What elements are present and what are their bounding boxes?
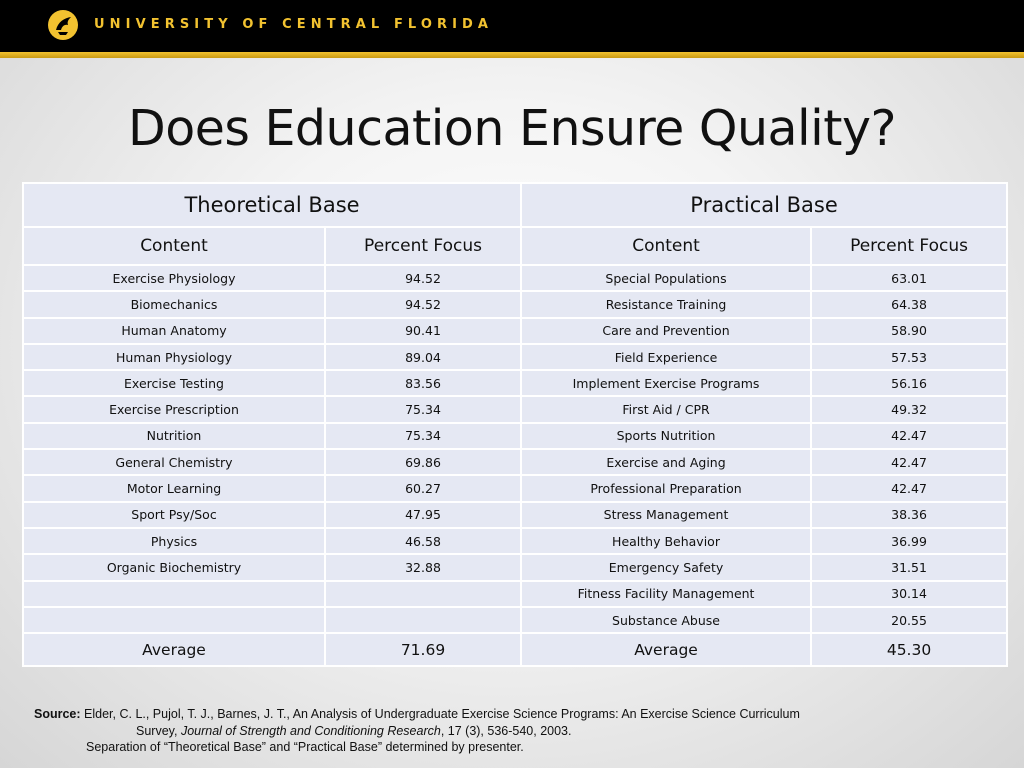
theoretical-percent (325, 607, 521, 633)
practical-content: Care and Prevention (521, 318, 811, 344)
table-row (23, 370, 1007, 396)
theoretical-percent: 69.86 (325, 449, 521, 475)
slide-title: Does Education Ensure Quality? (128, 100, 896, 157)
practical-content: Sports Nutrition (521, 423, 811, 449)
theoretical-percent (325, 581, 521, 607)
theoretical-content (23, 581, 325, 607)
practical-percent: 30.14 (811, 581, 1007, 607)
practical-percent: 36.99 (811, 528, 1007, 554)
practical-percent: 42.47 (811, 423, 1007, 449)
theoretical-percent: 75.34 (325, 423, 521, 449)
theoretical-percent: 60.27 (325, 475, 521, 501)
table-row (23, 607, 1007, 633)
theoretical-content: Exercise Prescription (23, 396, 325, 422)
theoretical-content: Human Anatomy (23, 318, 325, 344)
citation-line-2 (34, 723, 994, 740)
source-label: Source: (34, 707, 81, 721)
header-bar (0, 0, 1024, 52)
table-row (23, 265, 1007, 291)
table-row (23, 581, 1007, 607)
table-row (23, 318, 1007, 344)
group-theoretical-base: Theoretical Base (23, 183, 521, 227)
column-header-row (23, 227, 1007, 265)
practical-percent: 64.38 (811, 291, 1007, 317)
practical-percent: 42.47 (811, 449, 1007, 475)
theoretical-percent: 75.34 (325, 396, 521, 422)
practical-content: Healthy Behavior (521, 528, 811, 554)
table-row (23, 449, 1007, 475)
table-row (23, 344, 1007, 370)
practical-average-value: 45.30 (811, 633, 1007, 666)
citation-survey: Survey, (136, 723, 178, 738)
theoretical-average-value: 71.69 (325, 633, 521, 666)
theoretical-content: Nutrition (23, 423, 325, 449)
theoretical-content: Human Physiology (23, 344, 325, 370)
group-practical-base: Practical Base (521, 183, 1007, 227)
theoretical-percent: 47.95 (325, 502, 521, 528)
practical-content: Field Experience (521, 344, 811, 370)
practical-percent: 20.55 (811, 607, 1007, 633)
theoretical-percent: 89.04 (325, 344, 521, 370)
practical-percent: 58.90 (811, 318, 1007, 344)
practical-percent: 31.51 (811, 554, 1007, 580)
practical-content: Fitness Facility Management (521, 581, 811, 607)
theoretical-content: Exercise Testing (23, 370, 325, 396)
university-name: UNIVERSITY OF CENTRAL FLORIDA (94, 17, 494, 32)
practical-content: Professional Preparation (521, 475, 811, 501)
practical-content: First Aid / CPR (521, 396, 811, 422)
theoretical-content: Organic Biochemistry (23, 554, 325, 580)
column-header: Content (23, 227, 325, 265)
column-header: Content (521, 227, 811, 265)
table-row (23, 423, 1007, 449)
column-header: Percent Focus (325, 227, 521, 265)
practical-percent: 49.32 (811, 396, 1007, 422)
practical-content: Implement Exercise Programs (521, 370, 811, 396)
practical-percent: 63.01 (811, 265, 1007, 291)
theoretical-content: Exercise Physiology (23, 265, 325, 291)
theoretical-percent: 46.58 (325, 528, 521, 554)
practical-content: Resistance Training (521, 291, 811, 317)
presenter-note: Separation of “Theoretical Base” and “Practical Base” determined by presenter. (86, 740, 524, 754)
theoretical-percent: 94.52 (325, 265, 521, 291)
theoretical-percent: 83.56 (325, 370, 521, 396)
practical-content: Emergency Safety (521, 554, 811, 580)
table-row (23, 396, 1007, 422)
practical-content: Special Populations (521, 265, 811, 291)
citation-line-1 (34, 706, 994, 723)
table-row (23, 554, 1007, 580)
source-citation (34, 706, 994, 756)
theoretical-content: Physics (23, 528, 325, 554)
average-row (23, 633, 1007, 666)
header-gold-stripe (0, 52, 1024, 58)
theoretical-percent: 90.41 (325, 318, 521, 344)
practical-content: Exercise and Aging (521, 449, 811, 475)
theoretical-content: Sport Psy/Soc (23, 502, 325, 528)
practical-average-label: Average (521, 633, 811, 666)
practical-percent: 42.47 (811, 475, 1007, 501)
practical-percent: 56.16 (811, 370, 1007, 396)
citation-journal: Journal of Strength and Conditioning Research (180, 723, 441, 738)
table-row (23, 502, 1007, 528)
citation-authors: Elder, C. L., Pujol, T. J., Barnes, J. T., An Analysis of Undergraduate Exercise Science Programs: An Exercise Science Curriculum (84, 707, 800, 721)
theoretical-content: Motor Learning (23, 475, 325, 501)
group-header-row (23, 183, 1007, 227)
theoretical-content: General Chemistry (23, 449, 325, 475)
table-row (23, 291, 1007, 317)
practical-percent: 38.36 (811, 502, 1007, 528)
theoretical-content (23, 607, 325, 633)
theoretical-percent: 94.52 (325, 291, 521, 317)
practical-percent: 57.53 (811, 344, 1007, 370)
citation-volume: , 17 (3), 536-540, 2003. (440, 723, 572, 738)
ucf-pegasus-logo-icon (46, 8, 80, 42)
practical-content: Stress Management (521, 502, 811, 528)
curriculum-table (22, 182, 1008, 667)
theoretical-average-label: Average (23, 633, 325, 666)
theoretical-percent: 32.88 (325, 554, 521, 580)
column-header: Percent Focus (811, 227, 1007, 265)
table-row (23, 528, 1007, 554)
practical-content: Substance Abuse (521, 607, 811, 633)
table-row (23, 475, 1007, 501)
theoretical-content: Biomechanics (23, 291, 325, 317)
